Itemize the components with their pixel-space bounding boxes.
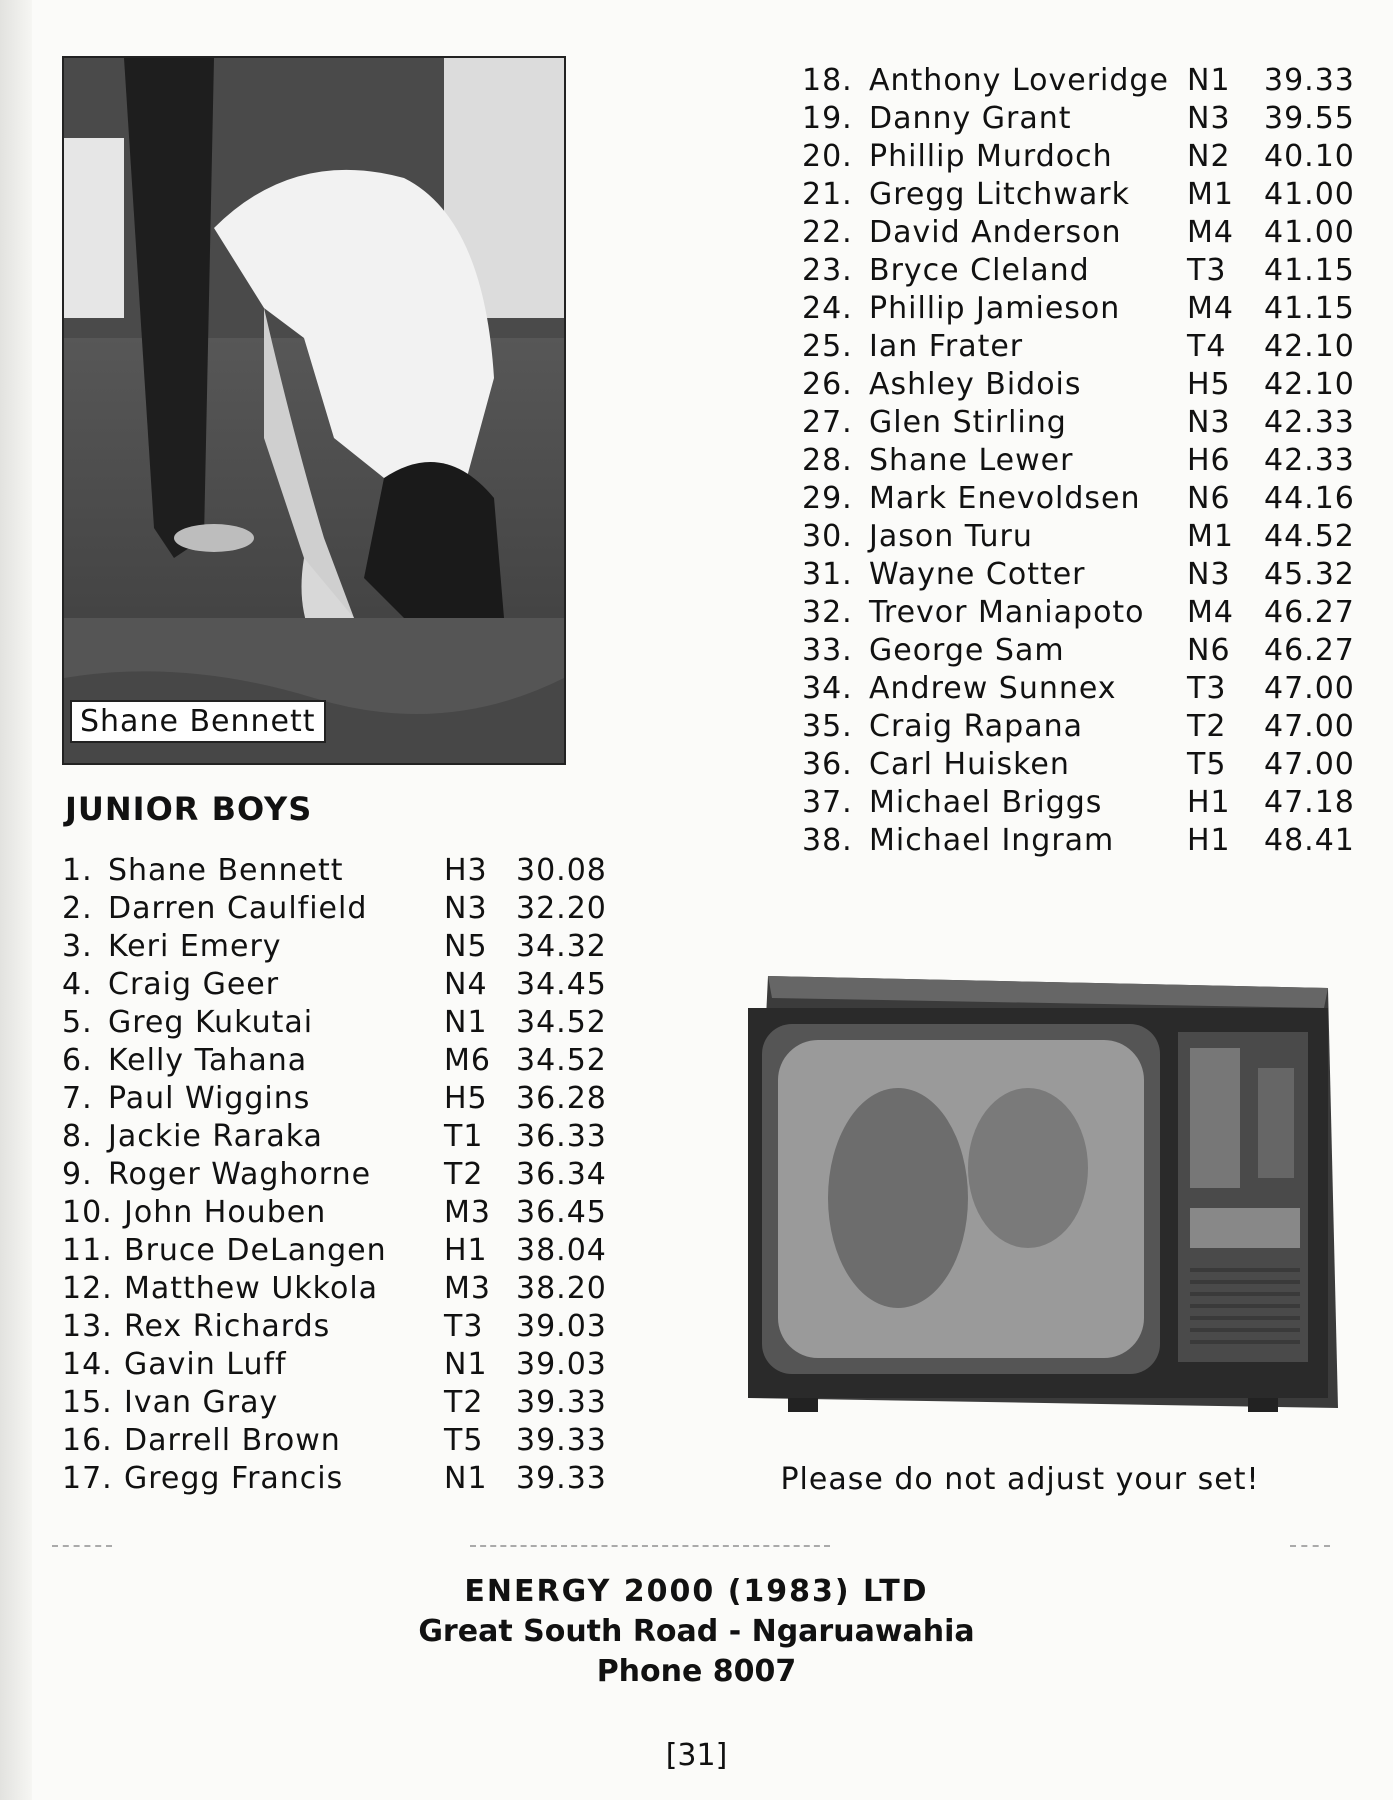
finish-time: 34.52 — [516, 1005, 607, 1040]
house-code: H1 — [1187, 785, 1231, 820]
finish-time: 42.33 — [1264, 405, 1355, 440]
result-row — [802, 214, 1362, 252]
result-row — [62, 890, 622, 928]
result-rank: 35. — [802, 709, 853, 744]
runner-name: Anthony Loveridge — [869, 63, 1169, 98]
house-code: N1 — [444, 1461, 488, 1496]
result-row — [62, 966, 622, 1004]
finish-time: 47.00 — [1264, 709, 1355, 744]
house-code: H1 — [444, 1233, 488, 1268]
advertiser-address: Great South Road - Ngaruawahia — [418, 1614, 975, 1649]
result-rank: 36. — [802, 747, 853, 782]
result-row — [62, 1080, 622, 1118]
house-code: N3 — [1187, 405, 1231, 440]
house-code: N1 — [444, 1347, 488, 1382]
house-code: T3 — [1187, 253, 1227, 288]
scan-edge — [0, 0, 32, 1800]
tv-caption: Please do not adjust your set! — [780, 1462, 1260, 1497]
runner-name: Matthew Ukkola — [124, 1271, 379, 1306]
house-code: N4 — [444, 967, 488, 1002]
result-row — [802, 746, 1362, 784]
result-rank: 21. — [802, 177, 853, 212]
result-row — [62, 1270, 622, 1308]
runner-name: Craig Geer — [108, 967, 280, 1002]
page-number: [31] — [665, 1738, 728, 1773]
runner-name: Carl Huisken — [869, 747, 1070, 782]
result-rank: 27. — [802, 405, 853, 440]
finish-time: 30.08 — [516, 853, 607, 888]
runner-name: Gregg Litchwark — [869, 177, 1130, 212]
finish-time: 36.34 — [516, 1157, 607, 1192]
house-code: H5 — [444, 1081, 488, 1116]
finish-time: 47.00 — [1264, 671, 1355, 706]
finish-time: 36.28 — [516, 1081, 607, 1116]
advertiser-phone: Phone 8007 — [596, 1654, 797, 1689]
finish-time: 44.16 — [1264, 481, 1355, 516]
result-rank: 11. — [62, 1233, 113, 1268]
house-code: H1 — [1187, 823, 1231, 858]
result-row — [62, 1308, 622, 1346]
finish-time: 39.33 — [1264, 63, 1355, 98]
result-row — [62, 1422, 622, 1460]
runner-name: Wayne Cotter — [869, 557, 1086, 592]
result-row — [802, 670, 1362, 708]
finish-time: 42.10 — [1264, 367, 1355, 402]
finish-time: 39.55 — [1264, 101, 1355, 136]
runner-name: David Anderson — [869, 215, 1122, 250]
finish-time: 39.03 — [516, 1347, 607, 1382]
house-code: M1 — [1187, 177, 1234, 212]
runner-name: Trevor Maniapoto — [869, 595, 1145, 630]
result-row — [802, 138, 1362, 176]
result-row — [802, 366, 1362, 404]
result-row — [62, 852, 622, 890]
result-rank: 3. — [62, 929, 93, 964]
finish-time: 34.45 — [516, 967, 607, 1002]
runner-name: Kelly Tahana — [108, 1043, 308, 1078]
finish-time: 39.03 — [516, 1309, 607, 1344]
finish-time: 38.04 — [516, 1233, 607, 1268]
runner-name: Ivan Gray — [124, 1385, 279, 1420]
result-row — [62, 928, 622, 966]
result-row — [62, 1156, 622, 1194]
result-rank: 9. — [62, 1157, 93, 1192]
result-rank: 20. — [802, 139, 853, 174]
result-rank: 12. — [62, 1271, 113, 1306]
finish-time: 41.15 — [1264, 253, 1355, 288]
result-rank: 8. — [62, 1119, 93, 1154]
runner-name: Jackie Raraka — [108, 1119, 323, 1154]
finish-time: 42.33 — [1264, 443, 1355, 478]
runner-photo — [62, 56, 566, 765]
runner-name: Darrell Brown — [124, 1423, 341, 1458]
result-row — [802, 290, 1362, 328]
house-code: H5 — [1187, 367, 1231, 402]
house-code: N3 — [1187, 101, 1231, 136]
finish-time: 39.33 — [516, 1423, 607, 1458]
runner-name: Paul Wiggins — [108, 1081, 311, 1116]
result-rank: 34. — [802, 671, 853, 706]
house-code: N1 — [444, 1005, 488, 1040]
runner-name: Darren Caulfield — [108, 891, 368, 926]
finish-time: 39.33 — [516, 1461, 607, 1496]
result-row — [62, 1004, 622, 1042]
house-code: N6 — [1187, 481, 1231, 516]
house-code: T5 — [1187, 747, 1227, 782]
runner-name: Gregg Francis — [124, 1461, 344, 1496]
result-rank: 2. — [62, 891, 93, 926]
results-list-left — [62, 852, 622, 1498]
house-code: M3 — [444, 1271, 491, 1306]
house-code: T2 — [444, 1157, 484, 1192]
finish-time: 42.10 — [1264, 329, 1355, 364]
result-rank: 25. — [802, 329, 853, 364]
result-rank: 22. — [802, 215, 853, 250]
result-rank: 18. — [802, 63, 853, 98]
finish-time: 41.00 — [1264, 177, 1355, 212]
divider-left — [52, 1545, 112, 1547]
result-row — [802, 100, 1362, 138]
result-row — [62, 1460, 622, 1498]
runner-name: Michael Briggs — [869, 785, 1103, 820]
house-code: M4 — [1187, 291, 1234, 326]
runner-name: Andrew Sunnex — [869, 671, 1117, 706]
result-row — [802, 518, 1362, 556]
finish-time: 44.52 — [1264, 519, 1355, 554]
finish-time: 40.10 — [1264, 139, 1355, 174]
divider-center — [470, 1545, 830, 1547]
result-row — [62, 1232, 622, 1270]
result-row — [802, 404, 1362, 442]
finish-time: 41.00 — [1264, 215, 1355, 250]
runner-name: Keri Emery — [108, 929, 282, 964]
runner-name: Danny Grant — [869, 101, 1072, 136]
house-code: N3 — [444, 891, 488, 926]
runner-name: Craig Rapana — [869, 709, 1083, 744]
result-rank: 38. — [802, 823, 853, 858]
runner-name: Roger Waghorne — [108, 1157, 372, 1192]
advertiser-name: ENERGY 2000 (1983) LTD — [464, 1574, 929, 1609]
runner-name: Ashley Bidois — [869, 367, 1082, 402]
results-list-right — [802, 62, 1362, 860]
result-rank: 15. — [62, 1385, 113, 1420]
result-row — [802, 784, 1362, 822]
house-code: T2 — [444, 1385, 484, 1420]
house-code: M1 — [1187, 519, 1234, 554]
section-title: JUNIOR BOYS — [65, 790, 313, 828]
runner-name: Bruce DeLangen — [124, 1233, 387, 1268]
runner-name: Rex Richards — [124, 1309, 331, 1344]
result-rank: 32. — [802, 595, 853, 630]
house-code: T3 — [444, 1309, 484, 1344]
result-rank: 1. — [62, 853, 93, 888]
runner-name: Phillip Jamieson — [869, 291, 1121, 326]
runner-name: Michael Ingram — [869, 823, 1115, 858]
result-rank: 37. — [802, 785, 853, 820]
result-row — [802, 252, 1362, 290]
result-row — [802, 632, 1362, 670]
finish-time: 32.20 — [516, 891, 607, 926]
result-row — [802, 176, 1362, 214]
runner-name: Phillip Murdoch — [869, 139, 1113, 174]
finish-time: 39.33 — [516, 1385, 607, 1420]
result-row — [802, 708, 1362, 746]
finish-time: 34.52 — [516, 1043, 607, 1078]
finish-time: 46.27 — [1264, 595, 1355, 630]
result-rank: 24. — [802, 291, 853, 326]
finish-time: 48.41 — [1264, 823, 1355, 858]
house-code: N2 — [1187, 139, 1231, 174]
result-rank: 17. — [62, 1461, 113, 1496]
result-rank: 23. — [802, 253, 853, 288]
result-row — [62, 1194, 622, 1232]
runner-name: Bryce Cleland — [869, 253, 1090, 288]
finish-time: 46.27 — [1264, 633, 1355, 668]
finish-time: 47.18 — [1264, 785, 1355, 820]
runner-name: Glen Stirling — [869, 405, 1067, 440]
result-rank: 14. — [62, 1347, 113, 1382]
house-code: H3 — [444, 853, 488, 888]
runner-name: John Houben — [124, 1195, 327, 1230]
house-code: N1 — [1187, 63, 1231, 98]
house-code: T5 — [444, 1423, 484, 1458]
finish-time: 36.45 — [516, 1195, 607, 1230]
result-rank: 6. — [62, 1043, 93, 1078]
result-row — [62, 1384, 622, 1422]
television-image — [728, 968, 1348, 1438]
runner-name: Ian Frater — [869, 329, 1024, 364]
result-rank: 29. — [802, 481, 853, 516]
result-row — [802, 442, 1362, 480]
house-code: T4 — [1187, 329, 1227, 364]
result-row — [62, 1346, 622, 1384]
house-code: M3 — [444, 1195, 491, 1230]
result-row — [62, 1042, 622, 1080]
finish-time: 36.33 — [516, 1119, 607, 1154]
house-code: T3 — [1187, 671, 1227, 706]
result-row — [802, 480, 1362, 518]
result-row — [802, 62, 1362, 100]
house-code: N6 — [1187, 633, 1231, 668]
result-rank: 33. — [802, 633, 853, 668]
result-rank: 30. — [802, 519, 853, 554]
finish-time: 41.15 — [1264, 291, 1355, 326]
finish-time: 38.20 — [516, 1271, 607, 1306]
runner-name: George Sam — [869, 633, 1065, 668]
finish-time: 47.00 — [1264, 747, 1355, 782]
house-code: H6 — [1187, 443, 1231, 478]
house-code: T2 — [1187, 709, 1227, 744]
runner-name: Gavin Luff — [124, 1347, 287, 1382]
runner-name: Jason Turu — [869, 519, 1033, 554]
result-rank: 13. — [62, 1309, 113, 1344]
result-rank: 5. — [62, 1005, 93, 1040]
result-row — [62, 1118, 622, 1156]
result-rank: 31. — [802, 557, 853, 592]
house-code: M4 — [1187, 215, 1234, 250]
runner-name: Mark Enevoldsen — [869, 481, 1141, 516]
result-rank: 26. — [802, 367, 853, 402]
result-rank: 19. — [802, 101, 853, 136]
divider-right — [1290, 1545, 1330, 1547]
result-rank: 7. — [62, 1081, 93, 1116]
result-rank: 28. — [802, 443, 853, 478]
house-code: N3 — [1187, 557, 1231, 592]
runner-name: Shane Lewer — [869, 443, 1074, 478]
house-code: N5 — [444, 929, 488, 964]
result-rank: 4. — [62, 967, 93, 1002]
runner-name: Shane Bennett — [108, 853, 344, 888]
result-row — [802, 556, 1362, 594]
house-code: M6 — [444, 1043, 491, 1078]
photo-caption: Shane Bennett — [70, 700, 326, 743]
result-row — [802, 822, 1362, 860]
result-rank: 16. — [62, 1423, 113, 1458]
finish-time: 45.32 — [1264, 557, 1355, 592]
result-rank: 10. — [62, 1195, 113, 1230]
result-row — [802, 594, 1362, 632]
house-code: T1 — [444, 1119, 484, 1154]
finish-time: 34.32 — [516, 929, 607, 964]
result-row — [802, 328, 1362, 366]
house-code: M4 — [1187, 595, 1234, 630]
runner-name: Greg Kukutai — [108, 1005, 314, 1040]
